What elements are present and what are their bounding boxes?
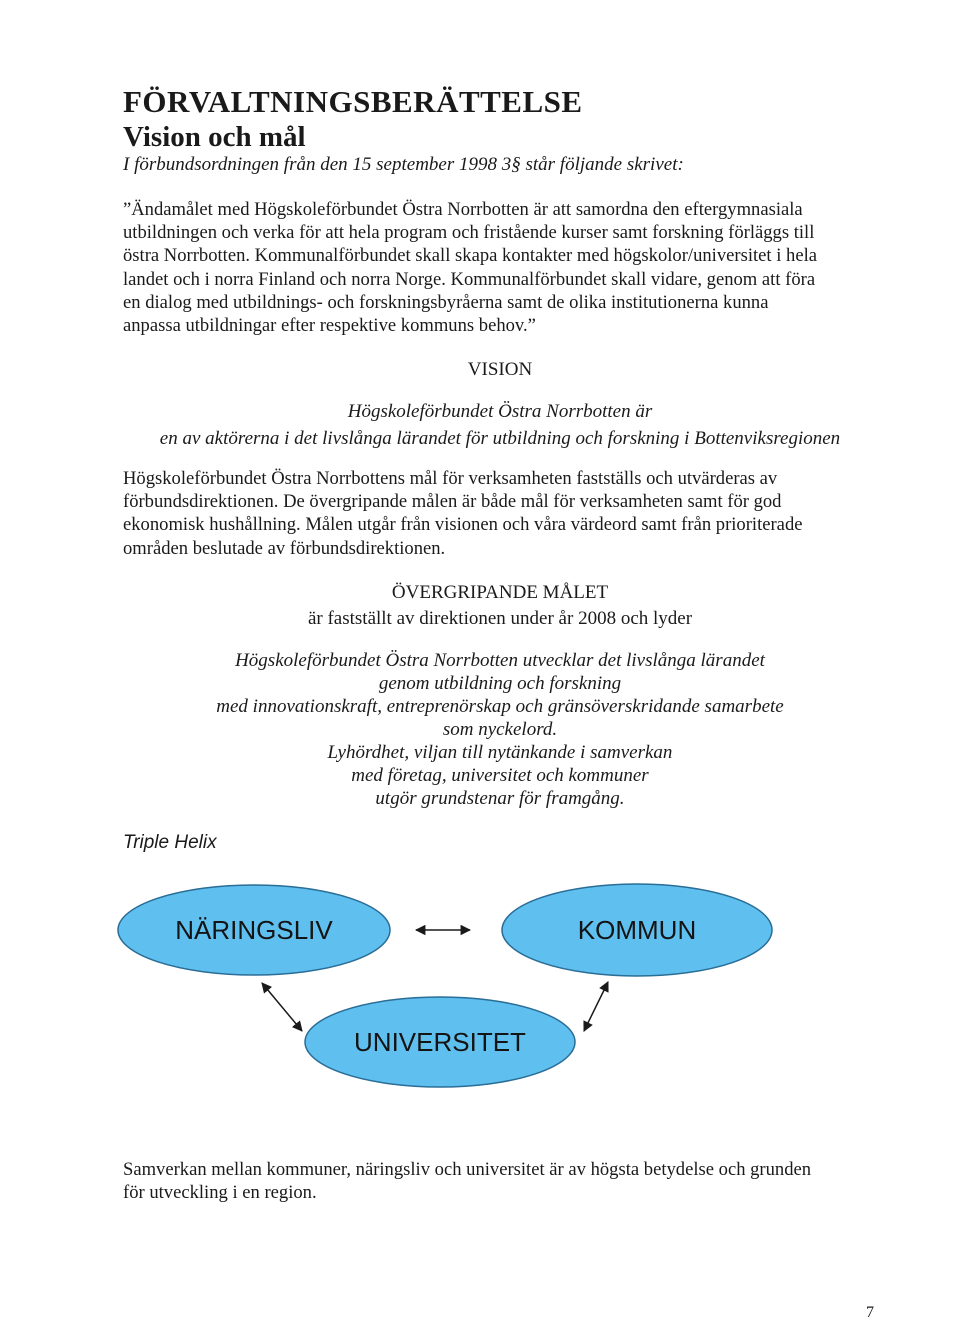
diagram-label: Triple Helix [123, 832, 217, 853]
text-line: områden beslutade av förbundsdirektionen. [123, 537, 446, 559]
text-line: Högskoleförbundet Östra Norrbotten är [347, 401, 653, 422]
closing-paragraph [123, 1158, 868, 1204]
text-line: som nyckelord. [442, 719, 558, 740]
text-line: anpassa utbildningar efter respektive kommuns behov.” [123, 315, 536, 337]
text-line: östra Norrbotten. Kommunalförbundet skall skapa kontakter med högskolor/universitet i hela [123, 245, 818, 267]
text-line: Lyhördhet, viljan till nytänkande i samverkan [327, 742, 673, 763]
text-line: för utveckling i en region. [123, 1182, 317, 1204]
goal-subtitle: är fastställt av direktionen under år 2008 och lyder [307, 608, 693, 629]
text-line: en dialog med utbildnings- och forskningsbyråerna samt de olika institutionerna kunna [123, 291, 769, 313]
page-number: 7 [866, 1304, 874, 1321]
text-line: med innovationskraft, entreprenörskap och gränsöverskridande samarbete [216, 696, 784, 717]
text-line: en av aktörerna i det livslånga lärandet för utbildning och forskning i Bottenviksregionen [159, 428, 841, 449]
text-line: genom utbildning och forskning [378, 673, 622, 694]
text-line: utgör grundstenar för framgång. [375, 788, 625, 809]
text-line: Högskoleförbundet Östra Norrbottens mål för verksamheten fastställs och utvärderas av [123, 468, 778, 489]
arrow-municipality-university [584, 982, 608, 1031]
text-line: ekonomisk hushållning. Målen utgår från visionen och våra värdeord samt från prioriterade [123, 514, 803, 536]
arrow-business-university [262, 983, 302, 1031]
naringsliv-label: NÄRINGSLIV [175, 915, 333, 945]
intro-text: I förbundsordningen från den 15 september 1998 3§ står följande skrivet: [123, 154, 684, 175]
kommun-label: KOMMUN [577, 915, 697, 945]
text-line: Högskoleförbundet Östra Norrbotten utvecklar det livslånga lärandet [235, 650, 765, 671]
text-line: förbundsdirektionen. De övergripande målen är både mål för verksamheten samt för god [123, 491, 782, 513]
vision-heading: VISION [467, 359, 533, 380]
section-title: Vision och mål [123, 121, 306, 153]
text-line: utbildningen och verka för att hela program och fristående kurser samt forskning förläggs till [123, 222, 815, 244]
goal-title: ÖVERGRIPANDE MÅLET [391, 582, 609, 603]
universitet-label: UNIVERSITET [354, 1027, 526, 1057]
text-line: landet och i norra Finland och norra Norge. Kommunalförbundet skall vidare, genom att föra [123, 268, 816, 290]
text-line: med företag, universitet och kommuner [351, 765, 649, 786]
page-title: FÖRVALTNINGSBERÄTTELSE [123, 84, 583, 119]
text-line: ”Ändamålet med Högskoleförbundet Östra Norrbotten är att samordna den eftergymnasiala [123, 199, 803, 220]
text-line: Samverkan mellan kommuner, näringsliv och universitet är av högsta betydelse och grunden [123, 1159, 812, 1180]
